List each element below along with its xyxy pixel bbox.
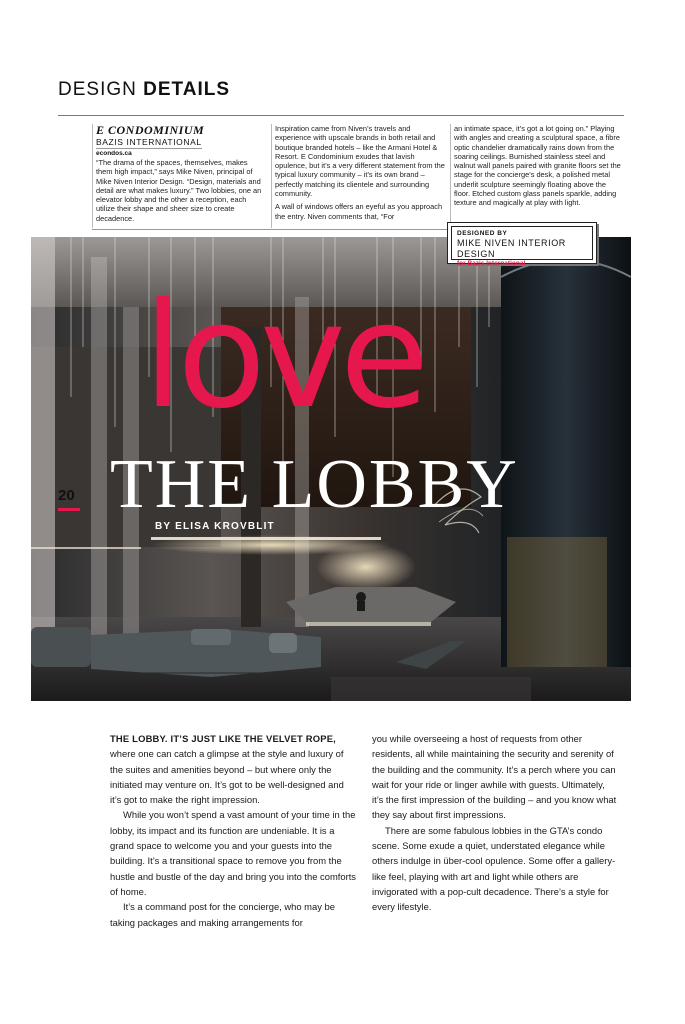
sidebar-paragraph: Inspiration came from Niven’s travels and experience with upscale brands in both retail and boutique branded hotels – like the Armani Hotel & Resort. E Condominium exudes that lavish opulence, but it’s a very different statement from the typical luxury community – it’s its own brand – perfectly matching its clientele and surrounding community. xyxy=(275,124,445,199)
article-paragraph xyxy=(110,731,356,807)
article-lead-rest: where one can catch a glimpse at the style and luxury of the suites and amenities beyond – but where only the initiated may venture on. It’s got to be well-designed and it’s got to make the right impression. xyxy=(110,748,344,806)
page-number-accent xyxy=(58,508,80,511)
article-paragraph: While you won’t spend a vast amount of your time in the lobby, its impact and its function are undeniable. It is a grand space to welcome you and your guests into the building. It’s a transitional space to remove you from the hustle and bustle of the day and bring you into the comforts of home. xyxy=(110,809,356,897)
article-lead: THE LOBBY. IT’S JUST LIKE THE VELVET ROPE, xyxy=(110,733,336,744)
section-header xyxy=(58,79,230,101)
credit-client: for Bazis International xyxy=(457,260,526,267)
sidebar-paragraph: “The drama of the spaces, themselves, makes them high impact,” says Mike Niven, principal of Mike Niven Interior Design. “Design, materials and detail are what makes luxury.” Two lobbies, one an elevator lobby and the other a reception, each utilize their shape and sheer size to create decadence. xyxy=(96,158,262,223)
article-column-1 xyxy=(110,731,356,930)
credit-designer: MIKE NIVEN INTERIOR DESIGN xyxy=(457,238,566,259)
sidebar-column-1 xyxy=(96,124,266,227)
section-header-bold: DETAILS xyxy=(143,79,231,100)
project-website: econdos.ca xyxy=(96,150,132,157)
byline: BY ELISA KROVBLIT xyxy=(155,521,275,532)
sidebar-divider xyxy=(92,124,93,228)
sidebar-divider xyxy=(450,124,451,228)
page-number: 20 xyxy=(58,487,75,504)
project-developer: BAZIS INTERNATIONAL xyxy=(96,137,202,147)
headline-love: love xyxy=(143,272,424,441)
designer-credit-box xyxy=(447,222,597,267)
sidebar-paragraph: an intimate space, it’s got a lot going on.” Playing with angles and creating a sculptural space, a fibre optic chandelier dramatically rains down from the soaring ceilings. Burnished stainless steel and walnut wall panels paired with granite floors set the stage for the concierge’s desk, a polished metal underlit sculpture seemingly floating above the floor. Etched custom glass panels sparkle, adding texture and magically at play with light. xyxy=(454,124,621,208)
article-paragraph: There are some fabulous lobbies in the GTA’s condo scene. Some exude a quiet, understated elegance while others indulge in über-cool opulence. Some offer a gallery-like feel, playing with art and light while others are invigorated with a pop-cult decadence. There’s a style for every lifestyle. xyxy=(372,824,616,913)
article-column-2 xyxy=(372,731,618,915)
article-paragraph: you while overseeing a host of requests from other residents, all while maintaining the security and serenity of the building and the community. It’s a perch where you can wait for your ride or linger awhile with guests. Ultimately, it’s the first impression of the building – and you know what they say about first impressions. xyxy=(372,733,617,821)
headline-the-lobby: THE LOBBY xyxy=(110,446,519,523)
sidebar-bottom-rule xyxy=(92,229,450,230)
sidebar-paragraph: A wall of windows offers an eyeful as you approach the entry. Niven comments that, “For xyxy=(275,202,443,221)
article-paragraph: It’s a command post for the concierge, who may be taking packages and making arrangements for xyxy=(110,901,335,928)
sidebar-column-2 xyxy=(275,124,445,225)
sidebar-column-3 xyxy=(454,124,624,212)
header-rule xyxy=(58,115,624,116)
section-header-light: DESIGN xyxy=(58,79,137,100)
project-sidebar xyxy=(92,124,624,228)
credit-label: DESIGNED BY xyxy=(457,230,508,237)
sidebar-divider xyxy=(271,124,272,228)
project-name: E CONDOMINIUM xyxy=(96,123,205,137)
